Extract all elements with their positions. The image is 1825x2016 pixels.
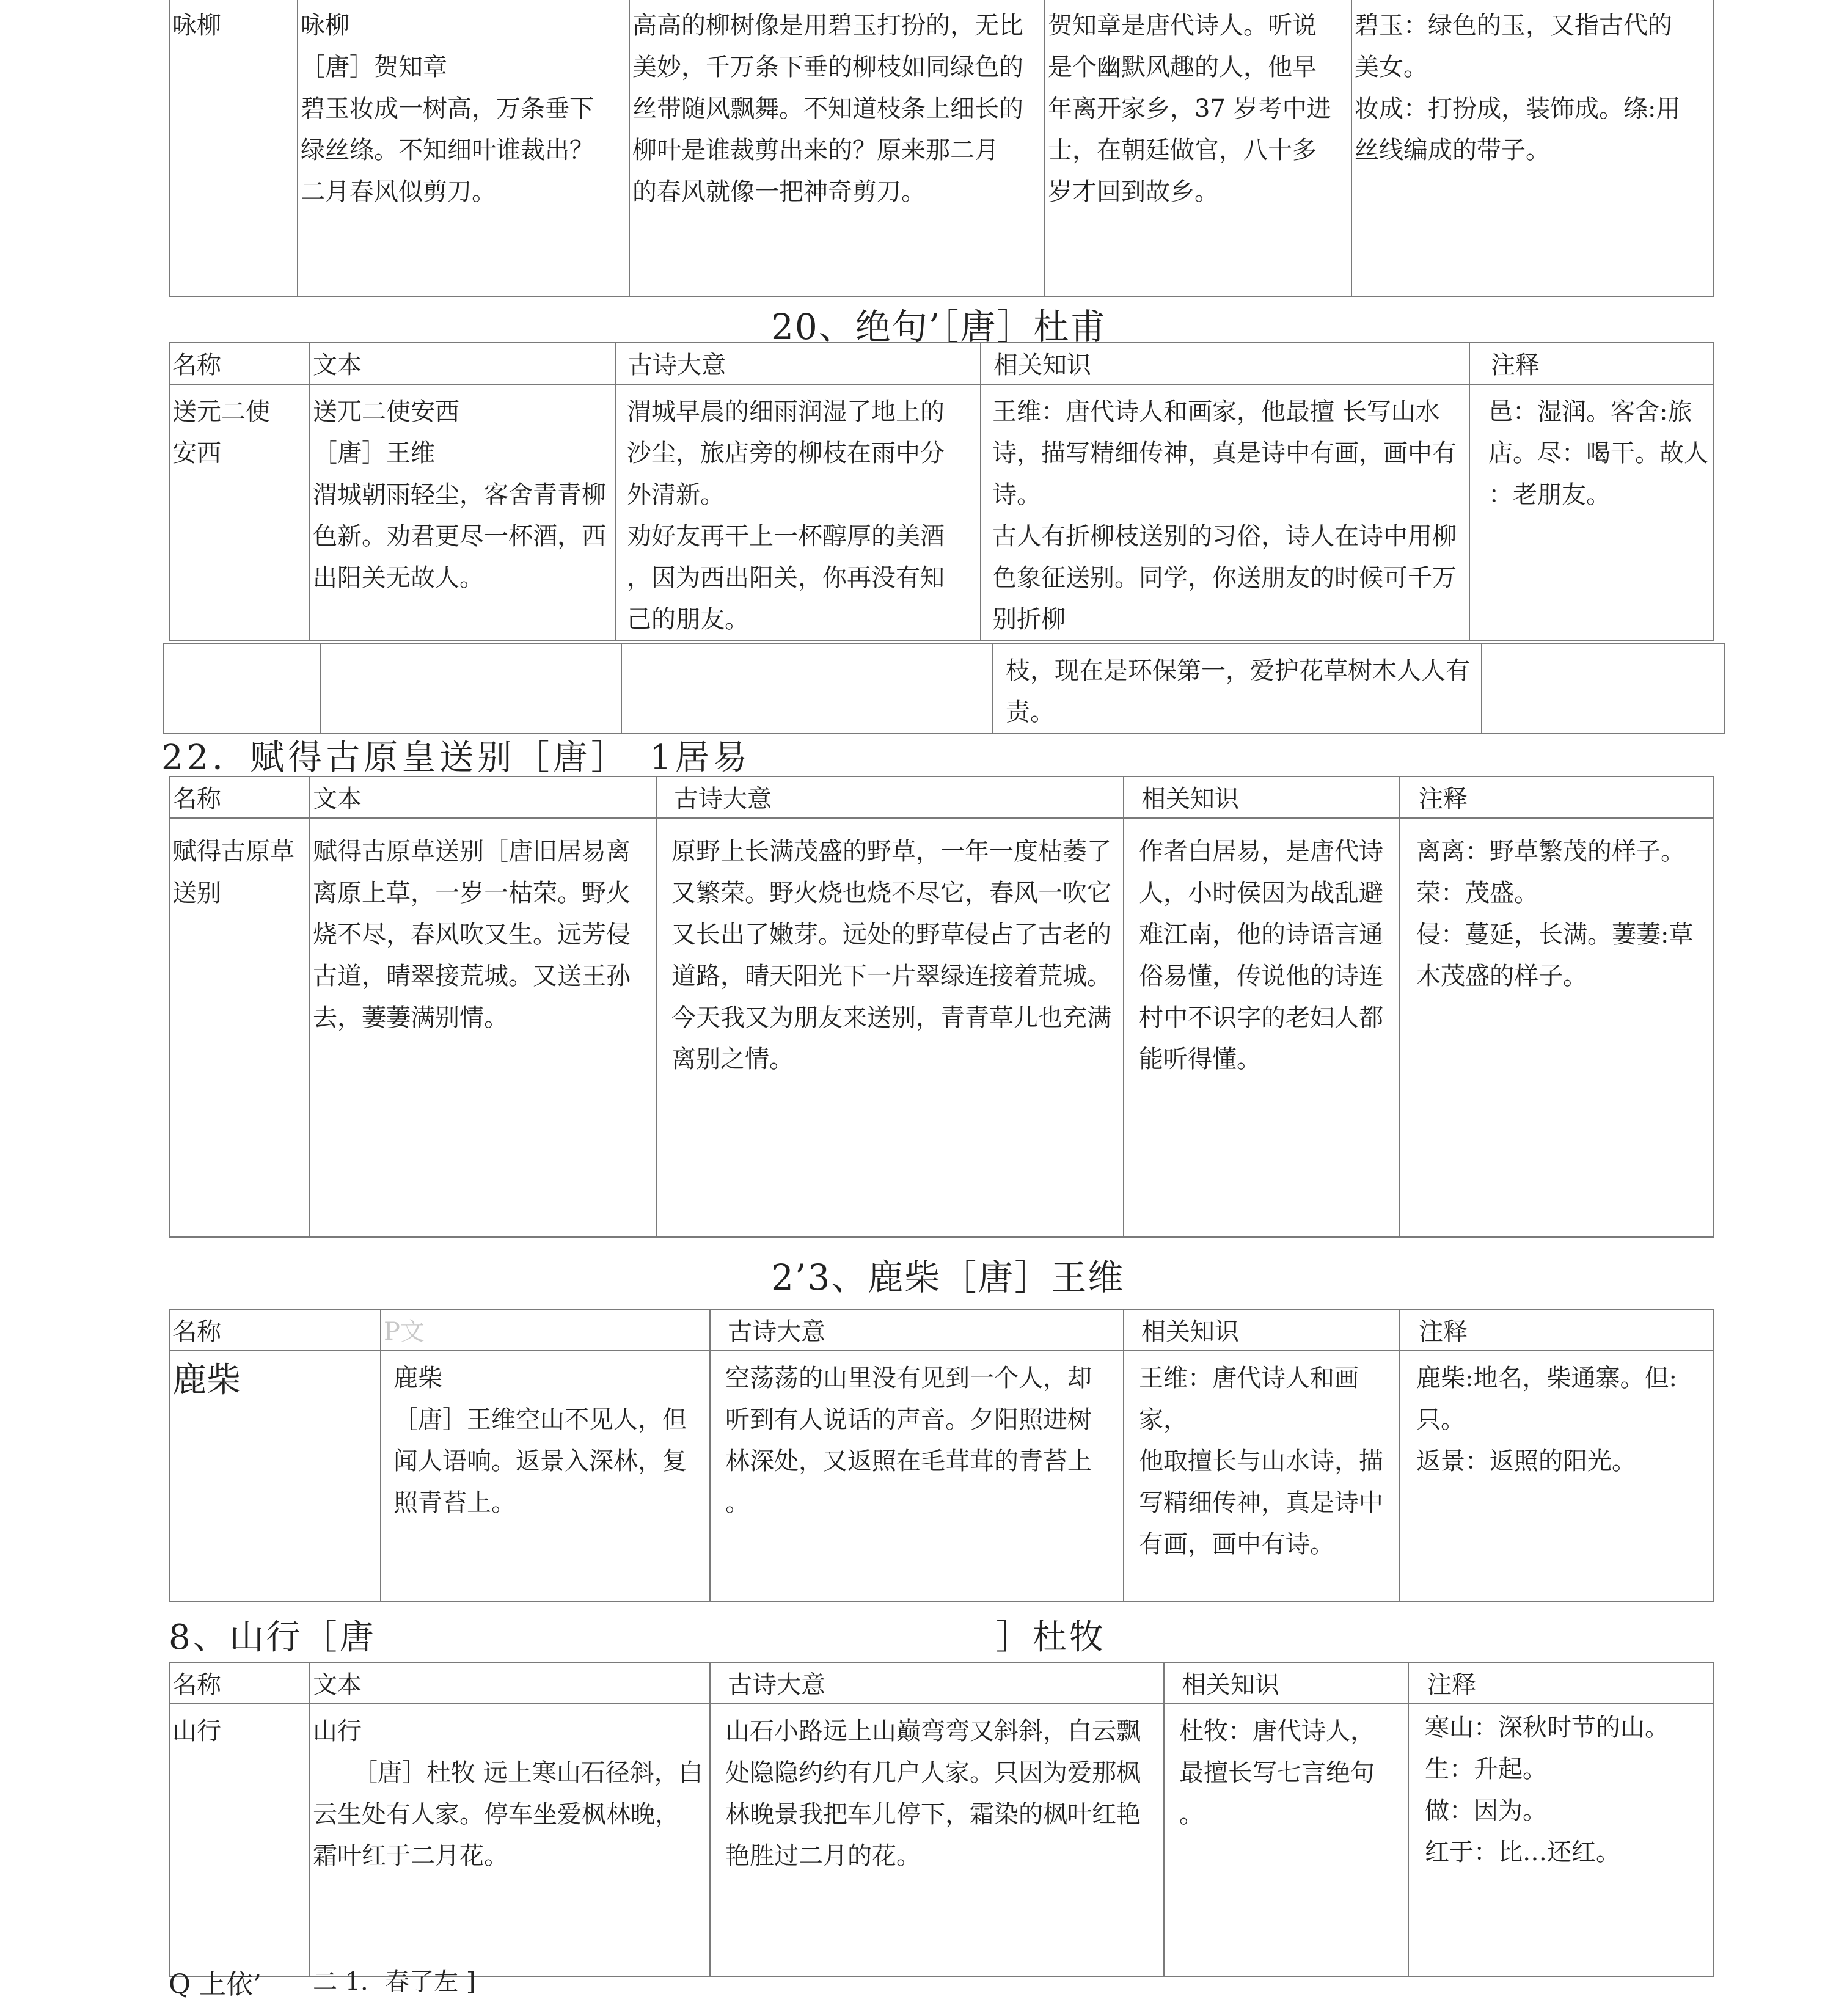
knowledge-line: 古人有折柳枝送别的习俗，诗人在诗中用柳 <box>992 522 1457 550</box>
text-line: 去，萋萋满别情。 <box>313 1004 508 1032</box>
text-line: 离原上草，一岁一枯荣。野火 <box>313 879 631 907</box>
notes-cell <box>1408 1704 1714 1976</box>
notes-line: 店。尽：喝干。故人 <box>1488 439 1708 467</box>
knowledge-line: 色象征送别。同学，你送朋友的时候可千万 <box>992 564 1457 592</box>
meaning-cell <box>710 1351 1124 1601</box>
section-heading-shanxing-left: 8、山行［唐 <box>169 1618 376 1657</box>
notes-line: 离离：野草繁茂的样子。 <box>1416 838 1685 866</box>
notes-line: 只。 <box>1416 1406 1465 1434</box>
knowledge-line: 年离开家乡，37 岁考中进 <box>1048 95 1331 123</box>
text-line: 送兀二使安西 <box>313 398 459 426</box>
text-line: 霜叶红于二月花。 <box>313 1842 508 1870</box>
knowledge-line: 有画，画中有诗。 <box>1139 1530 1334 1558</box>
text-line: 咏柳 <box>301 12 349 40</box>
empty-cell <box>163 643 321 734</box>
notes-line: 邑：湿润。客舍:旅 <box>1488 398 1692 426</box>
knowledge-line: 最擅长写七言绝句 <box>1179 1759 1375 1787</box>
text-line: 绿丝绦。不知细叶谁裁出？ <box>301 136 594 164</box>
meaning-line: 艳胜过二月的花。 <box>725 1842 921 1870</box>
notes-cell <box>1400 1351 1714 1601</box>
notes-line: 木茂盛的样子。 <box>1416 962 1587 990</box>
poem-table-yongliu <box>169 0 1714 297</box>
knowledge-line: 人，小时侯因为战乱避 <box>1139 879 1383 907</box>
knowledge-line: 他取擅长与山水诗，描 <box>1139 1447 1383 1475</box>
text-line: 山行 <box>313 1717 362 1745</box>
text-cell <box>381 1351 710 1601</box>
meaning-cell <box>710 1704 1164 1976</box>
text-line: 出阳关无故人。 <box>313 564 484 592</box>
poem-name: 送元二使 <box>172 398 270 426</box>
name-cell <box>169 1351 381 1601</box>
notes-cell <box>1351 0 1714 296</box>
poem-table-fude <box>169 776 1714 1238</box>
knowledge-line: 贺知章是唐代诗人。听说 <box>1048 12 1317 40</box>
meaning-line: 劝好友再干上一杯醇厚的美酒 <box>627 522 945 550</box>
notes-line: 碧玉：绿色的玉，又指古代的 <box>1355 12 1672 40</box>
knowledge-line: 枝，现在是环保第一，爱护花草树木人人有 <box>1006 657 1470 685</box>
knowledge-cell <box>1124 1351 1400 1601</box>
empty-cell <box>621 643 993 734</box>
knowledge-cell <box>1164 1704 1408 1976</box>
text-line: 云生处有人家。停车坐爱枫林晚， <box>313 1800 679 1828</box>
knowledge-line: 是个幽默风趣的人，他早 <box>1048 53 1317 81</box>
meaning-line: 高高的柳树像是用碧玉打扮的，无比 <box>632 12 1023 40</box>
section-heading-shanxing-clip <box>169 1610 1574 1657</box>
text-cell <box>298 0 629 296</box>
name-cell <box>169 0 298 296</box>
notes-line: 返景：返照的阳光。 <box>1416 1447 1636 1475</box>
text-line: ［唐］王维 <box>313 439 435 467</box>
header-notes: 注释 <box>1469 343 1714 384</box>
notes-cell <box>1469 384 1714 641</box>
header-text: 文本 <box>310 1662 710 1704</box>
knowledge-line: 诗，描写精细传神，真是诗中有画，画中有 <box>992 439 1457 467</box>
meaning-line: ，因为西出阳关，你再没有知 <box>627 564 945 592</box>
meaning-line: 山石小路远上山巅弯弯又斜斜，白云飘 <box>725 1717 1141 1745</box>
text-line: 照青苔上。 <box>393 1489 516 1517</box>
header-meaning: 古诗大意 <box>615 343 981 384</box>
knowledge-line: 作者白居易，是唐代诗 <box>1139 838 1383 866</box>
meaning-line: 外清新。 <box>627 481 725 509</box>
notes-line: 妆成：打扮成，装饰成。绦:用 <box>1355 95 1681 123</box>
meaning-line: 。 <box>725 1489 750 1517</box>
notes-line: 美女。 <box>1355 53 1428 81</box>
footer-fragment-mid: 二 1．春了左 ] <box>313 1968 476 1996</box>
knowledge-line: 俗易懂，传说他的诗连 <box>1139 962 1383 990</box>
text-line: ［唐］杜牧 远上寒山石径斜，白 <box>353 1759 703 1787</box>
header-meaning: 古诗大意 <box>656 776 1124 818</box>
header-name: 名称 <box>169 1662 310 1704</box>
header-text: 文本 <box>310 343 615 384</box>
text-line: 渭城朝雨轻尘，客舍青青柳 <box>313 481 606 509</box>
text-line: 赋得古原草送别［唐旧居易离 <box>313 838 631 866</box>
name-cell <box>169 1704 310 1976</box>
knowledge-line: 难江南，他的诗语言通 <box>1139 921 1383 949</box>
footer-fragment-clip <box>169 1962 902 2000</box>
meaning-line: 又繁荣。野火烧也烧不尽它，春风一吹它 <box>671 879 1111 907</box>
poem-table-shanxing <box>169 1662 1714 1977</box>
notes-line: 鹿柴:地名，柴通寨。但: <box>1416 1364 1677 1392</box>
knowledge-cell <box>1045 0 1351 296</box>
meaning-line: 今天我又为朋友来送别，青青草儿也充满 <box>671 1004 1111 1032</box>
poem-name: 安西 <box>172 439 221 467</box>
meaning-line: 原野上长满茂盛的野草，一年一度枯萎了 <box>671 838 1111 866</box>
text-cell <box>310 384 615 641</box>
meaning-line: 林晚景我把车儿停下，霜染的枫叶红艳 <box>725 1800 1141 1828</box>
header-knowledge: 相关知识 <box>1164 1662 1408 1704</box>
header-text: P文 <box>381 1309 710 1351</box>
meaning-line: 沙尘，旅店旁的柳枝在雨中分 <box>627 439 945 467</box>
meaning-line: 丝带随风飘舞。不知道枝条上细长的 <box>632 95 1023 123</box>
knowledge-line: 诗。 <box>992 481 1041 509</box>
header-notes: 注释 <box>1400 776 1714 818</box>
section-heading-fude-clip <box>161 731 894 778</box>
notes-line: 寒山：深秋时节的山。 <box>1425 1714 1669 1742</box>
poem-name: 咏柳 <box>172 12 221 40</box>
knowledge-cell <box>981 384 1469 641</box>
text-line: 二月春风似剪刀。 <box>301 178 496 206</box>
header-knowledge: 相关知识 <box>1124 776 1400 818</box>
meaning-line: 己的朋友。 <box>627 605 749 634</box>
notes-line: 丝线编成的带子。 <box>1355 136 1550 164</box>
poem-name: 鹿柴 <box>172 1360 241 1400</box>
knowledge-line: 王维：唐代诗人和画家， <box>1139 1364 1359 1434</box>
text-line: 碧玉妆成一树高，万条垂下 <box>301 95 594 123</box>
header-text: 文本 <box>310 776 656 818</box>
header-name: 名称 <box>169 776 310 818</box>
meaning-line: 美妙，千万条下垂的柳枝如同绿色的 <box>632 53 1023 81</box>
poem-name: 山行 <box>172 1717 221 1745</box>
section-heading-shanxing-right: ］杜牧 <box>996 1618 1106 1657</box>
poem-table-songyuaner <box>169 342 1714 641</box>
text-line: 古道，晴翠接荒城。又送王孙 <box>313 962 631 990</box>
name-cell <box>169 818 310 1237</box>
poem-table-luzhai <box>169 1309 1714 1602</box>
name-cell <box>169 384 310 641</box>
header-knowledge: 相关知识 <box>981 343 1469 384</box>
text-cell <box>310 818 656 1237</box>
footer-fragment-left: Q 上依’ <box>169 1969 262 2000</box>
meaning-line: 道路，晴天阳光下一片翠绿连接着荒城。 <box>671 962 1111 990</box>
meaning-line: 处隐隐约约有几户人家。只因为爱那枫 <box>725 1759 1141 1787</box>
meaning-cell <box>656 818 1124 1237</box>
notes-line: ：老朋友。 <box>1488 481 1611 509</box>
knowledge-cell <box>1124 818 1400 1237</box>
notes-line: 生：升起。 <box>1425 1755 1547 1783</box>
poem-name: 赋得古原草 <box>172 838 294 866</box>
text-cell <box>310 1704 710 1976</box>
empty-cell <box>1482 643 1725 734</box>
meaning-line: 林深处，又返照在毛茸茸的青苔上 <box>725 1447 1092 1475</box>
knowledge-line: 。 <box>1179 1800 1204 1828</box>
section-heading-fude: 22．赋得古原皇送别［唐］ 1居易 <box>161 738 751 778</box>
text-line: 闻人语响。返景入深林，复 <box>393 1447 687 1475</box>
header-meaning: 古诗大意 <box>710 1662 1164 1704</box>
knowledge-line: 写精细传神，真是诗中 <box>1139 1489 1383 1517</box>
knowledge-line: 王维：唐代诗人和画家，他最擅 长写山水 <box>992 398 1440 426</box>
text-line: 鹿柴 <box>393 1364 442 1392</box>
text-line: ［唐］王维空山不见人，但 <box>393 1406 687 1434</box>
meaning-line: 又长出了嫩芽。远处的野草侵占了古老的 <box>671 921 1111 949</box>
knowledge-cell <box>993 643 1482 734</box>
header-name: 名称 <box>169 1309 381 1351</box>
poem-table-continuation <box>163 643 1725 734</box>
meaning-line: 空荡荡的山里没有见到一个人，却 <box>725 1364 1092 1392</box>
meaning-cell <box>615 384 981 641</box>
header-name: 名称 <box>169 343 310 384</box>
notes-line: 红于：比…还红。 <box>1425 1838 1620 1866</box>
notes-line: 做：因为。 <box>1425 1797 1547 1825</box>
notes-line: 荣：茂盛。 <box>1416 879 1538 907</box>
meaning-line: 的春风就像一把神奇剪刀。 <box>632 178 926 206</box>
notes-line: 侵：蔓延，长满。萋萋:草 <box>1416 921 1694 949</box>
poem-name: 送别 <box>172 879 221 907</box>
text-line: 烧不尽，春风吹又生。远芳侵 <box>313 921 631 949</box>
knowledge-line: 别折柳 <box>992 605 1066 634</box>
header-notes: 注释 <box>1400 1309 1714 1351</box>
header-meaning: 古诗大意 <box>710 1309 1124 1351</box>
section-heading-luzhai: 2’3、鹿柴［唐］王维 <box>771 1257 1125 1298</box>
knowledge-line: 士，在朝廷做官，八十多 <box>1048 136 1317 164</box>
knowledge-line: 村中不识字的老妇人都 <box>1139 1004 1383 1032</box>
empty-cell <box>321 643 621 734</box>
meaning-line: 听到有人说话的声音。夕阳照进树 <box>725 1406 1092 1434</box>
text-line: 色新。劝君更尽一杯酒，西 <box>313 522 606 550</box>
knowledge-line: 杜牧：唐代诗人， <box>1179 1717 1375 1745</box>
header-notes: 注释 <box>1408 1662 1714 1704</box>
knowledge-line: 责。 <box>1006 698 1055 726</box>
notes-cell <box>1400 818 1714 1237</box>
meaning-line: 渭城早晨的细雨润湿了地上的 <box>627 398 945 426</box>
knowledge-line: 能听得懂。 <box>1139 1045 1261 1073</box>
knowledge-line: 岁才回到故乡。 <box>1048 178 1219 206</box>
meaning-line: 离别之情。 <box>671 1045 794 1073</box>
meaning-line: 柳叶是谁裁剪出来的？原来那二月 <box>632 136 999 164</box>
text-line: ［唐］贺知章 <box>301 53 447 81</box>
meaning-cell <box>629 0 1045 296</box>
header-knowledge: 相关知识 <box>1124 1309 1400 1351</box>
section-heading-jueju: 20、绝句’［唐］杜甫 <box>771 306 1107 348</box>
